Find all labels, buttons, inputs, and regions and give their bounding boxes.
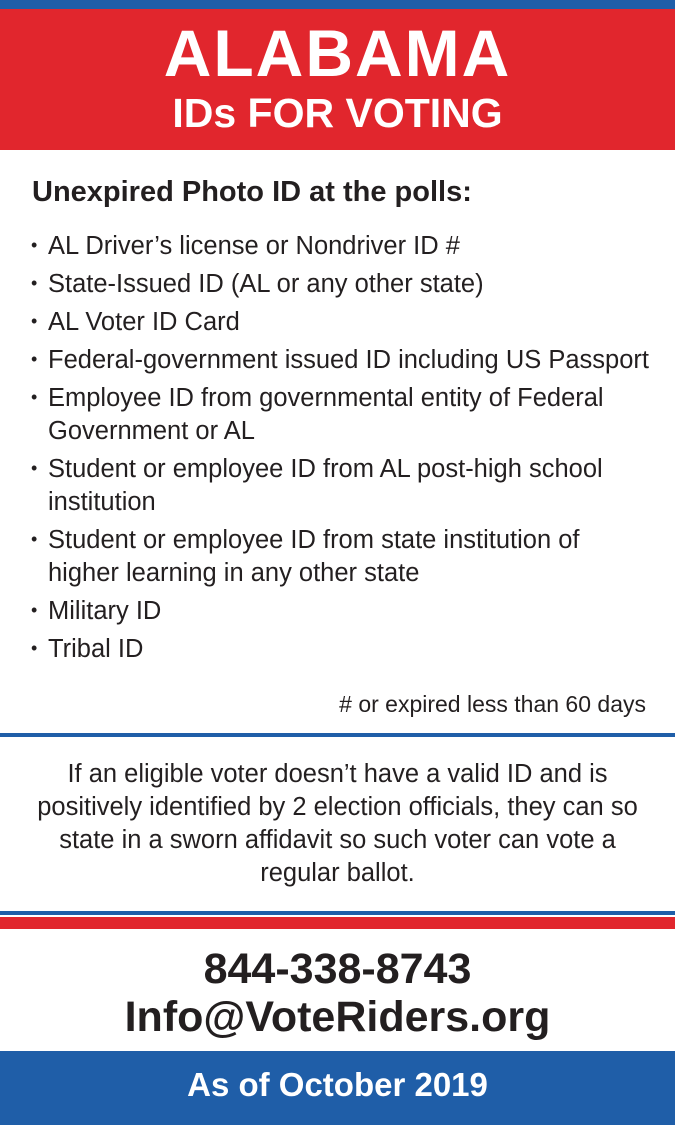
header-banner — [0, 9, 675, 150]
list-item: • Military ID — [31, 594, 651, 628]
footer-banner — [0, 1051, 675, 1125]
footnote: # or expired less than 60 days — [339, 691, 646, 717]
list-item: • Employee ID from governmental entity of Federal Government or AL — [31, 381, 651, 448]
section-heading: Unexpired Photo ID at the polls: — [32, 176, 472, 208]
list-item: • AL Voter ID Card — [31, 305, 651, 339]
divider — [0, 911, 675, 915]
phone-number: 844-338-8743 — [203, 945, 472, 993]
list-item: • Student or employee ID from AL post-high school institution — [31, 452, 651, 519]
affidavit-text: If an eligible voter doesn’t have a valid ID and is positively identified by 2 election officials, they can so state in a sworn affidavit so such voter can vote a regular ballot. — [37, 760, 638, 887]
email-address: Info@VoteRiders.org — [124, 993, 551, 1041]
as-of-date: As of October 2019 — [187, 1066, 488, 1103]
list-item: • Tribal ID — [31, 632, 651, 666]
page-title: ALABAMA — [163, 16, 512, 90]
list-item: • State-Issued ID (AL or any other state) — [31, 267, 651, 301]
list-item: • Federal-government issued ID including US Passport — [31, 343, 651, 377]
list-item: • Student or employee ID from state institution of higher learning in any other state — [31, 523, 651, 590]
list-item: • AL Driver’s license or Nondriver ID # — [31, 229, 651, 263]
divider — [0, 733, 675, 737]
top-blue-stripe — [0, 0, 675, 9]
divider-red — [0, 917, 675, 929]
id-list — [31, 229, 651, 670]
page-subtitle: IDs FOR VOTING — [172, 90, 503, 136]
